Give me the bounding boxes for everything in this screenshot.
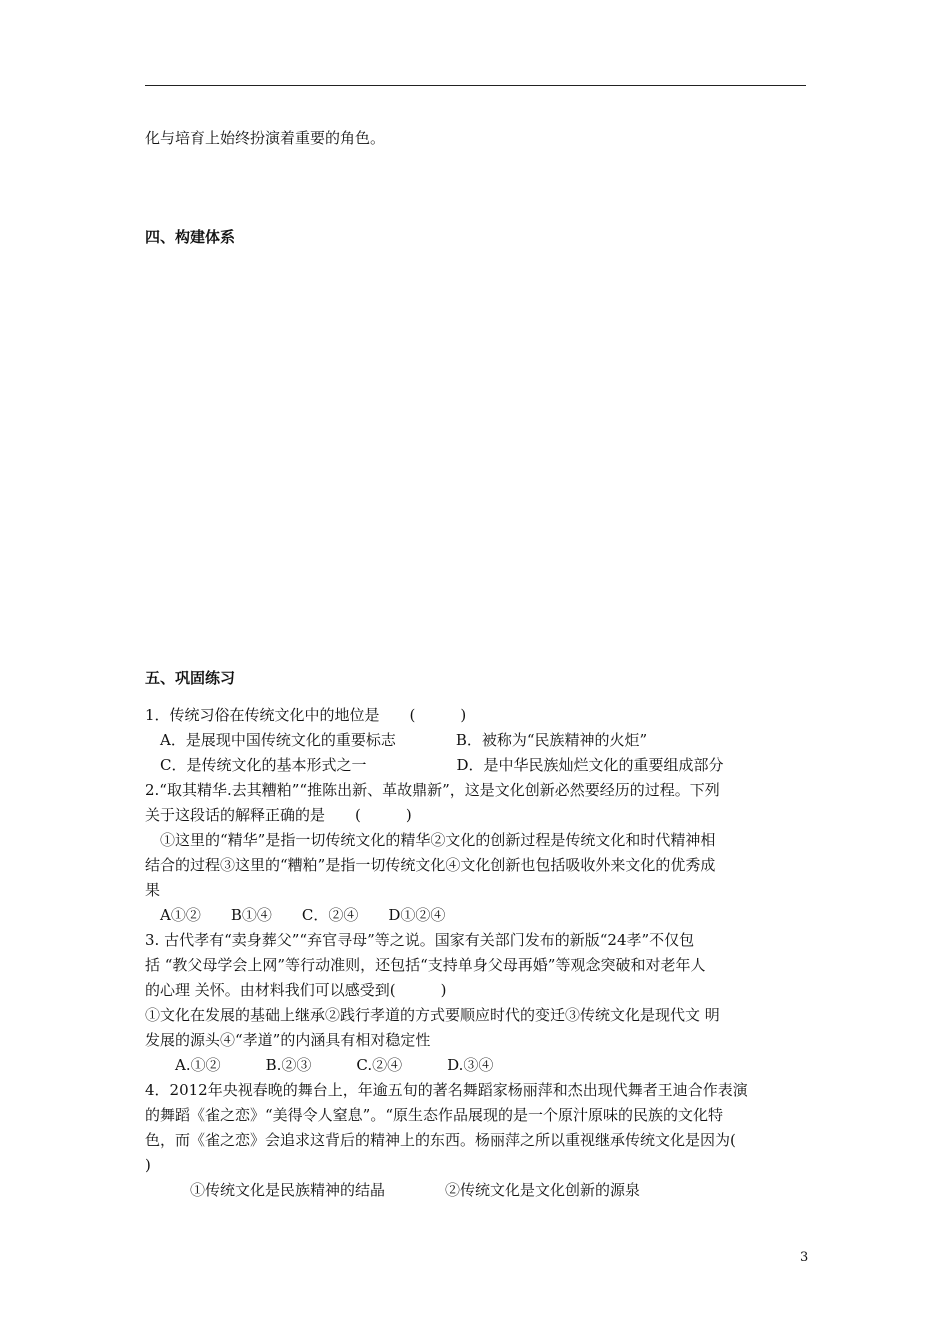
question-2-line: 2.“取其精华.去其糟粕”“推陈出新、革故鼎新”，这是文化创新必然要经历的过程。下列 [145, 781, 720, 799]
question-1-stem: 1．传统习俗在传统文化中的地位是 ( ) [145, 706, 467, 724]
question-3-line: 括 “教父母学会上网”等行动准则，还包括“支持单身父母再婚”等观念突破和对老年人 [145, 956, 706, 974]
question-4-line: 4．2012年央视春晚的舞台上，年逾五旬的著名舞蹈家杨丽萍和杰出现代舞者王迪合作表演 [145, 1081, 748, 1099]
page-number: 3 [800, 1250, 809, 1265]
section-5-heading: 五、巩固练习 [145, 669, 236, 687]
header-rule [145, 85, 806, 86]
question-4-statements: ①传统文化是民族精神的结晶 ②传统文化是文化创新的源泉 [145, 1181, 641, 1199]
question-2-line: 果 [145, 881, 161, 899]
question-3-options: A.①② B.②③ C.②④ D.③④ [145, 1056, 494, 1074]
question-3-line: 发展的源头④“孝道”的内涵具有相对稳定性 [145, 1031, 431, 1049]
question-1-options-cd: C．是传统文化的基本形式之一 D．是中华民族灿烂文化的重要组成部分 [145, 756, 724, 774]
section-4-heading: 四、构建体系 [145, 228, 236, 246]
question-2-line: 关于这段话的解释正确的是 ( ) [145, 806, 412, 824]
question-2-line: ①这里的“精华”是指一切传统文化的精华②文化的创新过程是传统文化和时代精神相 [145, 831, 716, 849]
continuation-text: 化与培育上始终扮演着重要的角色。 [145, 129, 386, 147]
question-1-options-ab: A．是展现中国传统文化的重要标志 B．被称为“民族精神的火炬” [145, 731, 648, 749]
question-3-line: 的心理 关怀。由材料我们可以感受到( ) [145, 981, 447, 999]
question-4-line: 的舞蹈《雀之恋》“美得令人窒息”。“原生态作品展现的是一个原汁原味的民族的文化特 [145, 1106, 724, 1124]
question-3-line: ①文化在发展的基础上继承②践行孝道的方式要顺应时代的变迁③传统文化是现代文 明 [145, 1006, 720, 1024]
question-2-line: 结合的过程③这里的“糟粕”是指一切传统文化④文化创新也包括吸收外来文化的优秀成 [145, 856, 716, 874]
question-3-line: 3. 古代孝有“卖身葬父”“弃官寻母”等之说。国家有关部门发布的新版“24孝”不仅包 [145, 931, 695, 949]
question-2-options: A①② B①④ C．②④ D①②④ [145, 906, 446, 924]
question-4-line: ) [145, 1156, 151, 1174]
question-4-line: 色，而《雀之恋》会追求这背后的精神上的东西。杨丽萍之所以重视继承传统文化是因为( [145, 1131, 736, 1149]
